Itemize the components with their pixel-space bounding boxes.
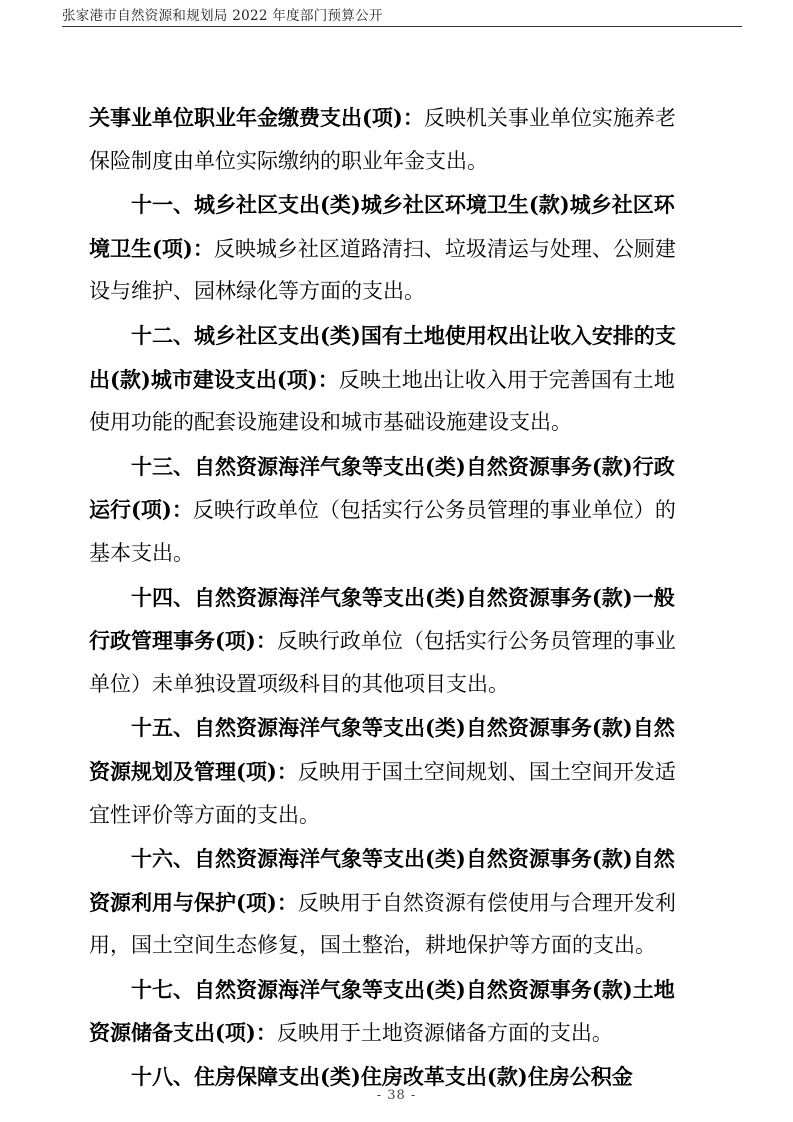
paragraph [89,576,711,707]
page-header: 张家港市自然资源和规划局 2022 年度部门预算公开 [62,8,383,24]
item-heading-text: 十七、自然资源海洋气象等支出(类)自然资源事务(款)土地 [89,976,675,1002]
text-line [89,270,711,314]
item-heading-text: 关事业单位职业年金缴费支出(项)： [89,105,424,130]
text-line [89,968,711,1012]
text-line [89,401,711,445]
text-line [89,663,711,707]
text-line [89,445,711,489]
item-heading-text: 十六、自然资源海洋气象等支出(类)自然资源事务(款)自然 [89,846,675,872]
paragraph [89,968,711,1055]
text-line [89,750,711,794]
text-line [89,358,711,402]
page-number: - 38 - [376,1088,417,1103]
item-heading-text: 十三、自然资源海洋气象等支出(类)自然资源事务(款)行政 [89,453,675,479]
header-divider [62,26,742,27]
item-description-text: 反映用于自然资源有偿使用与合理开发利 [297,890,676,915]
text-line [89,706,711,750]
item-description-text: 宜性评价等方面的支出。 [89,802,320,827]
text-line [89,794,711,838]
text-line [89,96,711,140]
text-line [89,183,711,227]
text-line [89,532,711,576]
text-line [89,837,711,881]
item-description-text: 反映土地出让收入用于完善国有土地 [338,367,675,392]
text-line [89,1011,711,1055]
item-heading-text: 境卫生(项)： [89,235,214,261]
item-heading-text: 十八、住房保障支出(类)住房改革支出(款)住房公积金 [89,1064,633,1090]
item-heading-text: 十一、城乡社区支出(类)城乡社区环境卫生(款)城乡社区环 [89,192,675,218]
item-description-text: 保险制度由单位实际缴纳的职业年金支出。 [89,148,488,173]
item-description-text: 设与维护、园林绿化等方面的支出。 [89,279,425,304]
text-line [89,140,711,184]
item-heading-text: 资源利用与保护(项)： [89,889,298,915]
item-description-text: 单位）未单独设置项级科目的其他项目支出。 [89,671,509,696]
paragraph [89,314,711,445]
item-description-text: 使用功能的配套设施建设和城市基础设施建设支出。 [89,410,572,435]
item-heading-text: 十二、城乡社区支出(类)国有土地使用权出让收入安排的支 [89,322,676,348]
text-line [89,227,711,271]
item-description-text: 基本支出。 [89,540,194,565]
item-heading-text: 十四、自然资源海洋气象等支出(类)自然资源事务(款)一般 [89,584,675,610]
document-body [89,96,711,1099]
text-line [89,576,711,620]
item-description-text: 反映用于土地资源储备方面的支出。 [276,1021,613,1046]
item-description-text: 反映用于国土空间规划、国土空间开发适 [297,759,676,784]
paragraph [89,183,711,314]
item-description-text: 用，国土空间生态修复，国土整治，耕地保护等方面的支出。 [89,933,656,958]
item-heading-text: 资源储备支出(项)： [89,1020,277,1046]
item-description-text: 反映机关事业单位实施养老 [423,106,676,130]
item-description-text: 反映行政单位（包括实行公务员管理的事业单位）的 [192,498,676,523]
paragraph [89,445,711,576]
text-line [89,314,711,358]
item-description-text: 反映行政单位（包括实行公务员管理的事业 [276,629,676,654]
item-heading-text: 出(款)城市建设支出(项)： [89,366,339,392]
item-heading-text: 十五、自然资源海洋气象等支出(类)自然资源事务(款)自然 [89,715,675,741]
paragraph [89,96,711,183]
paragraph [89,837,711,968]
text-line [89,488,711,532]
text-line [89,924,711,968]
text-line [89,619,711,663]
paragraph [89,706,711,837]
text-line [89,881,711,925]
item-heading-text: 运行(项)： [89,497,193,523]
item-description-text: 反映城乡社区道路清扫、垃圾清运与处理、公厕建 [213,236,676,261]
item-heading-text: 资源规划及管理(项)： [89,758,298,784]
item-heading-text: 行政管理事务(项)： [89,628,277,654]
